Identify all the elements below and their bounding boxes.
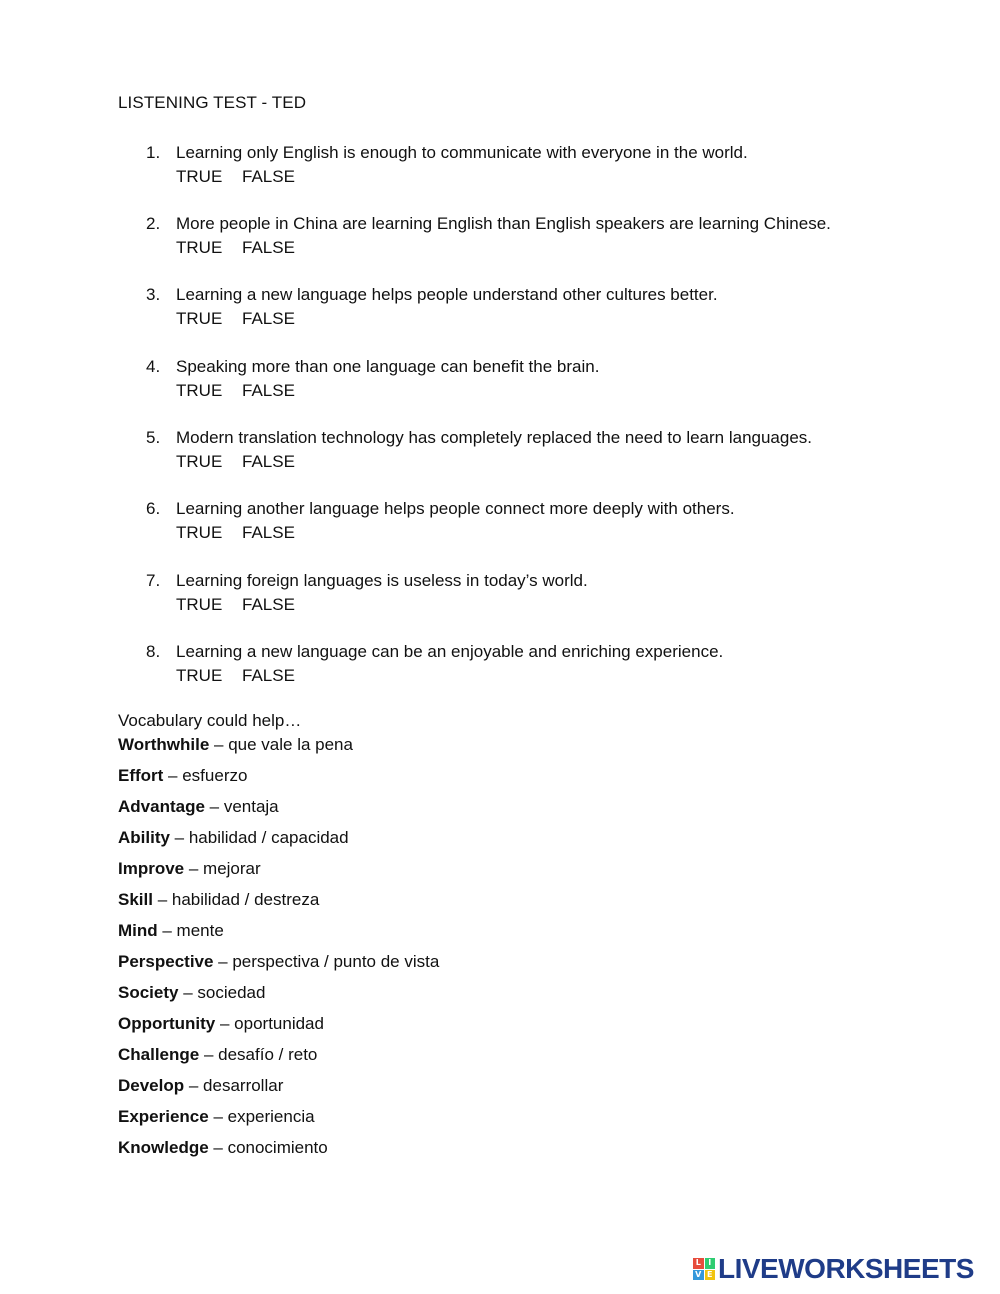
answer-options	[176, 521, 295, 545]
question-text: Learning a new language can be an enjoyable and enriching experience.	[176, 642, 724, 661]
liveworksheets-logo[interactable]	[693, 1254, 974, 1284]
true-option[interactable]: TRUE	[176, 308, 223, 328]
answer-options	[176, 307, 295, 331]
vocabulary-term: Effort	[118, 766, 164, 785]
question-text: More people in China are learning English than English speakers are learning Chinese.	[176, 214, 831, 233]
question-number: 4.	[146, 357, 161, 376]
vocabulary-term: Experience	[118, 1107, 209, 1126]
vocabulary-term: Society	[118, 983, 179, 1002]
vocabulary-definition: – oportunidad	[215, 1014, 324, 1033]
question-text: Learning another language helps people connect more deeply with others.	[176, 499, 735, 518]
question-number: 1.	[146, 143, 161, 162]
vocabulary-item	[118, 1045, 439, 1076]
vocabulary-term: Worthwhile	[118, 735, 210, 754]
vocabulary-item	[118, 828, 439, 859]
vocabulary-definition: – habilidad / destreza	[152, 890, 320, 909]
logo-mark-icon	[693, 1258, 715, 1280]
vocabulary-term: Advantage	[118, 797, 205, 816]
vocabulary-definition: – sociedad	[178, 983, 266, 1002]
question-text: Learning only English is enough to communicate with everyone in the world.	[176, 143, 748, 162]
vocabulary-term: Develop	[118, 1076, 185, 1095]
vocabulary-heading: Vocabulary could help…	[118, 711, 302, 730]
answer-options	[176, 236, 295, 260]
question-text: Learning a new language helps people understand other cultures better.	[176, 285, 718, 304]
logo-mark-letter: I	[705, 1258, 716, 1269]
vocabulary-item	[118, 983, 439, 1014]
answer-options	[176, 165, 295, 189]
vocabulary-item	[118, 797, 439, 828]
true-option[interactable]: TRUE	[176, 237, 223, 257]
answer-options	[176, 664, 295, 688]
vocabulary-definition: – mejorar	[184, 859, 261, 878]
question-number: 3.	[146, 285, 161, 304]
question-number: 7.	[146, 571, 161, 590]
true-option[interactable]: TRUE	[176, 665, 223, 685]
false-option[interactable]: FALSE	[242, 594, 295, 614]
vocabulary-item	[118, 766, 439, 797]
vocabulary-term: Mind	[118, 921, 158, 940]
false-option[interactable]: FALSE	[242, 380, 295, 400]
vocabulary-definition: – desarrollar	[184, 1076, 284, 1095]
false-option[interactable]: FALSE	[242, 665, 295, 685]
answer-options	[176, 379, 295, 403]
true-option[interactable]: TRUE	[176, 594, 223, 614]
question-number: 6.	[146, 499, 161, 518]
vocabulary-term: Skill	[118, 890, 153, 909]
question-text: Learning foreign languages is useless in today’s world.	[176, 571, 588, 590]
vocabulary-item	[118, 735, 439, 766]
vocabulary-item	[118, 890, 439, 921]
vocabulary-term: Challenge	[118, 1045, 200, 1064]
logo-mark-letter: E	[705, 1270, 716, 1281]
vocabulary-definition: – mente	[157, 921, 224, 940]
answer-options	[176, 450, 295, 474]
vocabulary-list	[118, 735, 439, 1169]
logo-text: LIVEWORKSHEETS	[718, 1253, 974, 1284]
vocabulary-item	[118, 1107, 439, 1138]
question-number: 8.	[146, 642, 161, 661]
vocabulary-item	[118, 952, 439, 983]
vocabulary-item	[118, 1014, 439, 1045]
vocabulary-term: Knowledge	[118, 1138, 209, 1157]
vocabulary-definition: – ventaja	[204, 797, 279, 816]
vocabulary-definition: – experiencia	[208, 1107, 315, 1126]
vocabulary-definition: – desafío / reto	[199, 1045, 318, 1064]
true-option[interactable]: TRUE	[176, 166, 223, 186]
true-option[interactable]: TRUE	[176, 522, 223, 542]
vocabulary-definition: – que vale la pena	[209, 735, 353, 754]
question-number: 5.	[146, 428, 161, 447]
false-option[interactable]: FALSE	[242, 522, 295, 542]
vocabulary-term: Opportunity	[118, 1014, 216, 1033]
page-title: LISTENING TEST - TED	[118, 93, 307, 112]
vocabulary-definition: – conocimiento	[208, 1138, 328, 1157]
vocabulary-item	[118, 921, 439, 952]
vocabulary-item	[118, 859, 439, 890]
false-option[interactable]: FALSE	[242, 237, 295, 257]
answer-options	[176, 593, 295, 617]
question-text: Speaking more than one language can benefit the brain.	[176, 357, 600, 376]
logo-mark-letter: L	[693, 1258, 704, 1269]
vocabulary-definition: – esfuerzo	[163, 766, 248, 785]
logo-mark-letter: V	[693, 1270, 704, 1281]
vocabulary-definition: – habilidad / capacidad	[169, 828, 349, 847]
true-option[interactable]: TRUE	[176, 451, 223, 471]
vocabulary-term: Ability	[118, 828, 170, 847]
vocabulary-item	[118, 1138, 439, 1169]
true-option[interactable]: TRUE	[176, 380, 223, 400]
false-option[interactable]: FALSE	[242, 451, 295, 471]
question-number: 2.	[146, 214, 161, 233]
vocabulary-term: Improve	[118, 859, 185, 878]
false-option[interactable]: FALSE	[242, 166, 295, 186]
question-text: Modern translation technology has completely replaced the need to learn languages.	[176, 428, 813, 447]
false-option[interactable]: FALSE	[242, 308, 295, 328]
vocabulary-item	[118, 1076, 439, 1107]
vocabulary-term: Perspective	[118, 952, 214, 971]
vocabulary-definition: – perspectiva / punto de vista	[213, 952, 440, 971]
